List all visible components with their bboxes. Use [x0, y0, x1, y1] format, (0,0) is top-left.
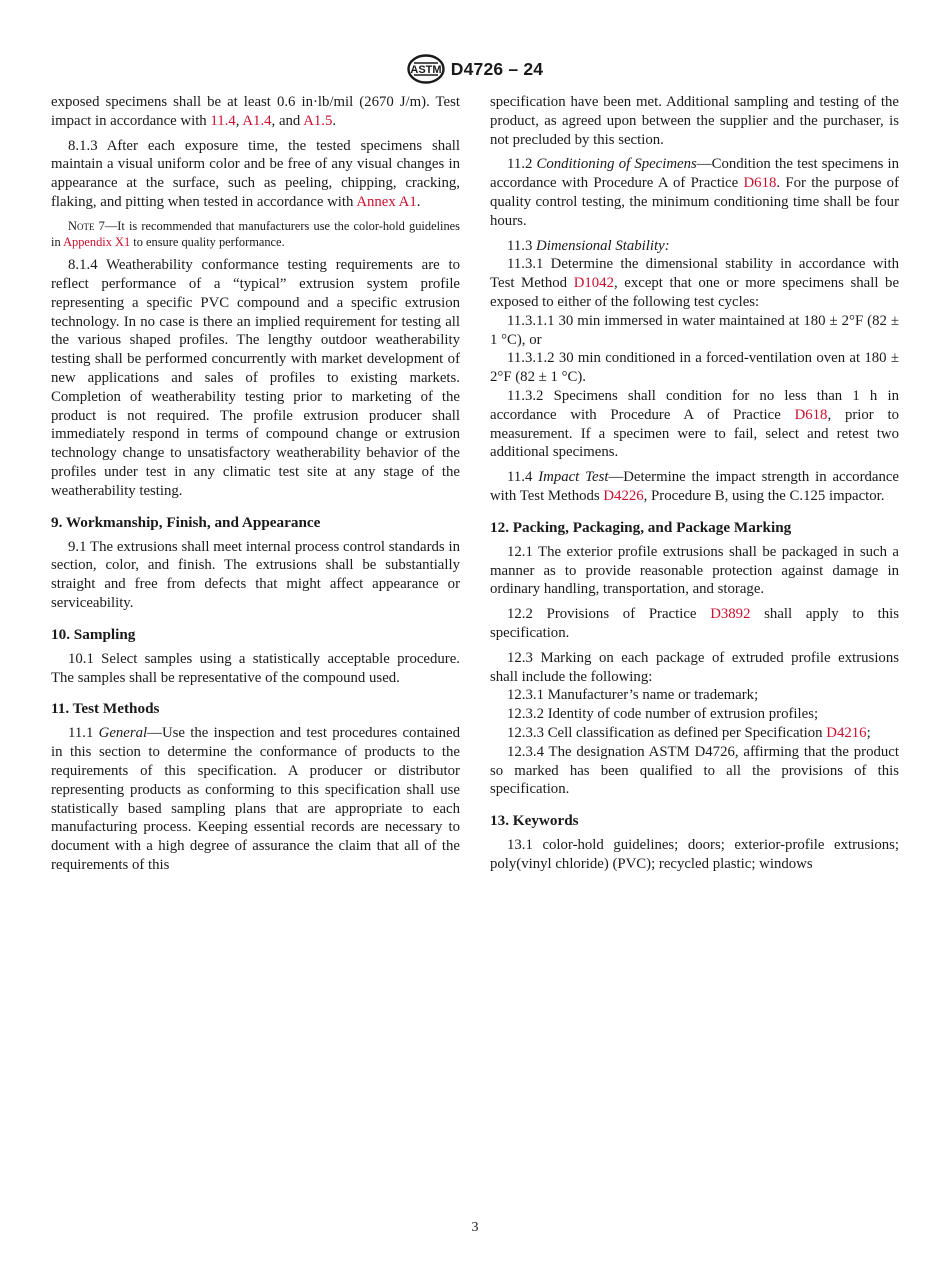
section-heading-12: 12. Packing, Packaging, and Package Marking	[490, 518, 792, 536]
link-d618-second[interactable]: D618	[794, 406, 828, 423]
document-designation: D4726 – 24	[450, 58, 544, 79]
link-d4216[interactable]: D4216	[826, 724, 867, 741]
paragraph-9-1: 9.1 The extrusions shall meet internal process control standards in section, color, and finish. The extrusions shall be substantially straight and free from defects that might affect appearance or serviceability.	[51, 538, 460, 611]
paragraph-11-3-1: 11.3.1 Determine the dimensional stability in accordance with Test Method D1042, except that one or more specimens shall be exposed to either of the following test cycles:	[490, 256, 900, 310]
paragraph-11-3: 11.3 Dimensional Stability:	[507, 237, 670, 254]
paragraph-12-3: 12.3 Marking on each package of extruded profile extrusions shall include the following:	[490, 649, 899, 685]
paragraph-11-3-1-2: 11.3.1.2 30 min conditioned in a forced-ventilation oven at 180 ± 2°F (82 ± 1 °C).	[490, 350, 899, 386]
link-annex-a1[interactable]: Annex A1	[356, 193, 417, 210]
link-d3892[interactable]: D3892	[710, 606, 751, 623]
paragraph-8-1-3: 8.1.3 After each exposure time, the tested specimens shall maintain a visual uniform color and be free of any visual changes in appearance at the surface, such as peeling, chipping, cracking, flaking, and pitting when tested in accordance with Annex A1.	[51, 137, 460, 210]
section-heading-10: 10. Sampling	[51, 625, 136, 643]
paragraph-12-3-3: 12.3.3 Cell classification as defined per Specification D4216;	[507, 724, 871, 741]
link-a1-4[interactable]: A1.4	[242, 112, 272, 129]
note-label: Note 7	[68, 218, 105, 233]
paragraph-8-1-2-continuation: exposed specimens shall be at least 0.6 in·lb/mil (2670 J/m). Test impact in accordance with 11.4, A1.4, and A1.5.	[51, 94, 460, 129]
left-column	[51, 93, 460, 881]
paragraph-13-1: 13.1 color-hold guidelines; doors; exterior-profile extrusions; poly(vinyl chloride) (PVC); recycled plastic; windows	[490, 837, 899, 872]
paragraph-11-4: 11.4 Impact Test—Determine the impact strength in accordance with Test Methods D4226, Procedure B, using the C.125 impactor.	[490, 469, 899, 504]
paragraph-11-3-1-1: 11.3.1.1 30 min immersed in water maintained at 180 ± 2°F (82 ± 1 °C), or	[490, 312, 899, 348]
page-header	[0, 52, 950, 86]
page-number: 3	[471, 1220, 479, 1235]
right-column	[490, 93, 899, 880]
link-d1042[interactable]: D1042	[573, 275, 614, 292]
link-d618[interactable]: D618	[743, 175, 777, 192]
paragraph-8-1-4: 8.1.4 Weatherability conformance testing requirements are to reflect performance of a “typical” extrusion system profile representing a specific PVC compound and a specific extrusion technology. In no case is there an implied requirement for testing all the various shaped profiles. The lengthy outdoor weatherability testing shall be performed concurrently with market development of new applications and sales of profiles to existing markets. Completion of weatherability testing prior to marketing of the product is not required. The profile extrusion producer shall immediately respond in terms of compound change or extrusion technology change to unsatisfactory weatherability behavior of the profiles under test in any climatic test site at any stage of the weatherability testing.	[51, 257, 460, 499]
paragraph-12-2: 12.2 Provisions of Practice D3892 shall apply to this specification.	[490, 606, 899, 641]
link-a1-5[interactable]: A1.5	[303, 112, 333, 129]
paragraph-12-1: 12.1 The exterior profile extrusions shall be packaged in such a manner as to provide reasonable protection against damage in ordinary handling, transportation, and storage.	[490, 543, 899, 598]
astm-logo-icon	[407, 54, 445, 84]
paragraph-10-1: 10.1 Select samples using a statistically acceptable procedure. The samples shall be representative of the compound used.	[51, 650, 460, 686]
link-11-4[interactable]: 11.4	[210, 112, 236, 129]
paragraph-12-3-4: 12.3.4 The designation ASTM D4726, affirming that the product so marked has been qualified to all the provisions of this specification.	[490, 743, 899, 798]
link-d4226[interactable]: D4226	[603, 487, 644, 504]
paragraph-11-1-continuation: specification have been met. Additional sampling and testing of the product, as agreed upon between the supplier and the purchaser, is not precluded by this section.	[490, 94, 899, 148]
section-heading-11: 11. Test Methods	[51, 700, 160, 718]
logo-text: ASTM	[410, 64, 442, 77]
section-heading-9: 9. Workmanship, Finish, and Appearance	[51, 513, 321, 531]
note-7: Note 7—It is recommended that manufacturers use the color-hold guidelines in Appendix X1 to ensure quality performance.	[51, 218, 460, 249]
link-appendix-x1[interactable]: Appendix X1	[63, 234, 131, 249]
section-heading-13: 13. Keywords	[490, 812, 579, 830]
paragraph-11-2: 11.2 Conditioning of Specimens—Condition the test specimens in accordance with Procedure A of Practice D618. For the purpose of quality control testing, the minimum conditioning time shall be four hours.	[490, 156, 900, 229]
paragraph-12-3-2: 12.3.2 Identity of code number of extrusion profiles;	[507, 706, 819, 723]
paragraph-11-1: 11.1 General—Use the inspection and test procedures contained in this section to determine the conformance of products to the requirements of this specification. A producer or distributor representing products as conforming to this specification shall use statistically based sampling plans that are appropriate to each manufacturing process. Keeping essential records are necessary to document with a high degree of assurance the claim that all of the requirements of this	[51, 725, 461, 873]
paragraph-12-3-1: 12.3.1 Manufacturer’s name or trademark;	[507, 687, 759, 704]
paragraph-11-3-2: 11.3.2 Specimens shall condition for no less than 1 h in accordance with Procedure A of Practice D618, prior to measurement. If a specimen were to fail, select and retest two additional specimens.	[490, 387, 899, 461]
